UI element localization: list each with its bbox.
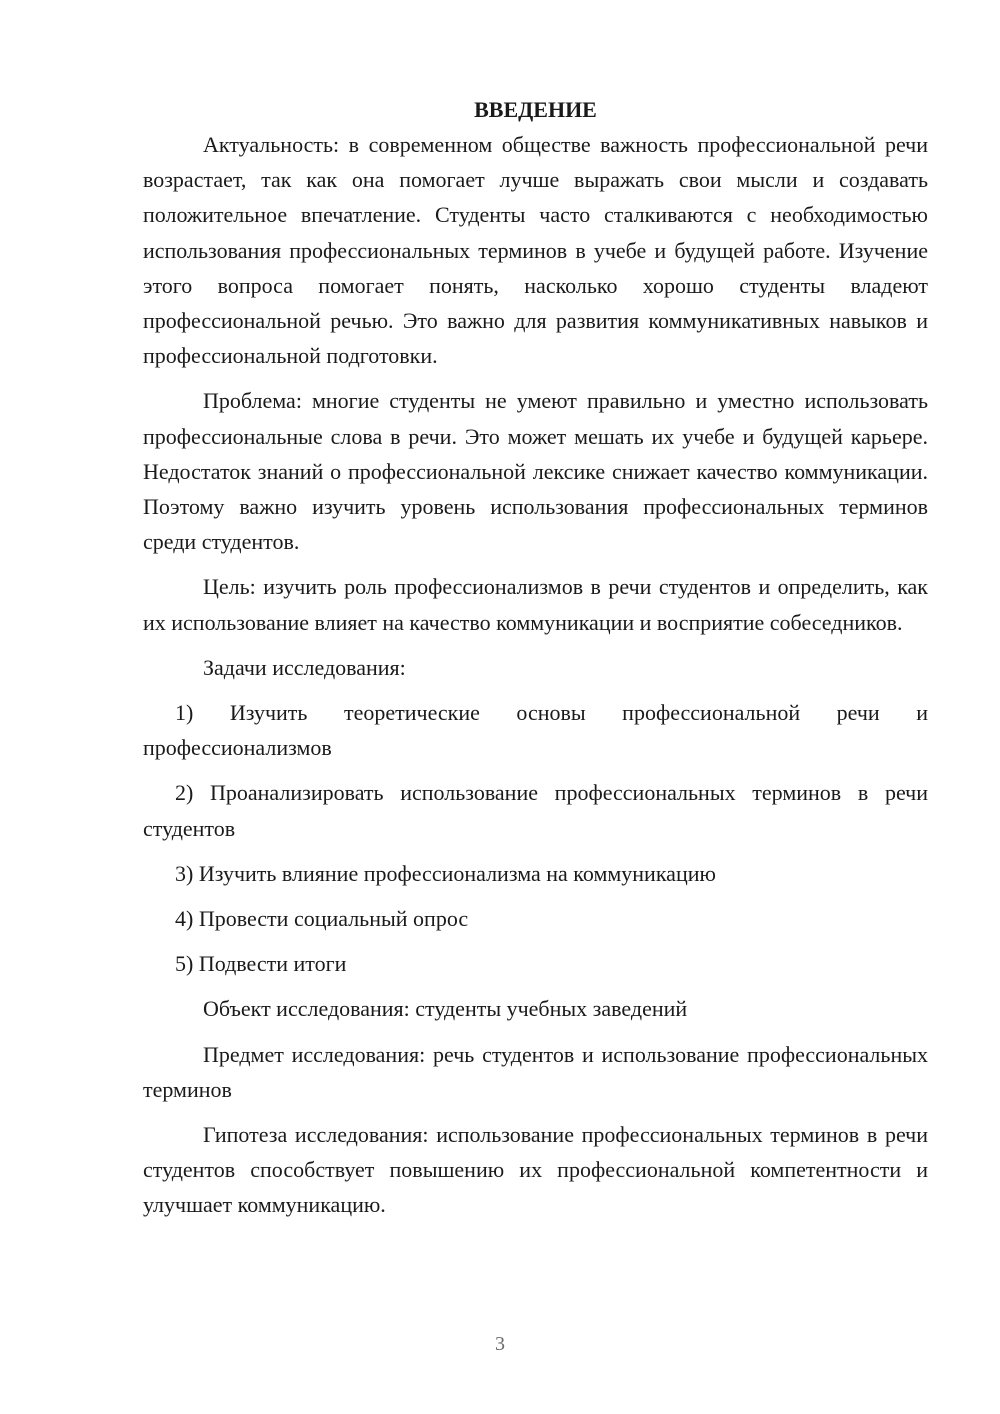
task-item: 5) Подвести итоги: [175, 951, 347, 977]
paragraph-problem: Проблема: многие студенты не умеют правильно и уместно использовать профессиональные слова в речи. Это может мешать их учебе и будущей карьере. Недостаток знаний о профессиональной лексике снижает качество коммуникации. Поэтому важно изучить уровень использования профессиональных терминов среди студентов.: [143, 388, 928, 555]
task-item: 4) Провести социальный опрос: [175, 906, 469, 932]
section-title: ВВЕДЕНИЕ: [474, 97, 597, 122]
task-item: 2) Проанализировать использование профессиональных терминов в речи студентов: [143, 780, 928, 841]
research-object: Объект исследования: студенты учебных заведений: [203, 996, 688, 1022]
page-number: 3: [495, 1333, 505, 1355]
document-page: [143, 92, 928, 1223]
task-item: 3) Изучить влияние профессионализма на коммуникацию: [175, 860, 716, 886]
task-item: 1) Изучить теоретические основы профессиональной речи и профессионализмов: [143, 700, 928, 761]
tasks-heading: Задачи исследования:: [203, 654, 406, 680]
paragraph-goal: Цель: изучить роль профессионализмов в речи студентов и определить, как их использование влияет на качество коммуникации и восприятие собеседников.: [143, 574, 928, 635]
research-subject: Предмет исследования: речь студентов и использование профессиональных терминов: [143, 1041, 928, 1102]
research-hypothesis: Гипотеза исследования: использование профессиональных терминов в речи студентов способствует повышению их профессиональной компетентности и улучшает коммуникацию.: [143, 1122, 928, 1218]
paragraph-relevance: Актуальность: в современном обществе важность профессиональной речи возрастает, так как она помогает лучше выражать свои мысли и создавать положительное впечатление. Студенты часто сталкиваются с необходимостью использования профессиональных терминов в учебе и будущей работе. Изучение этого вопроса помогает понять, насколько хорошо студенты владеют профессиональной речью. Это важно для развития коммуникативных навыков и профессиональной подготовки.: [143, 132, 928, 369]
